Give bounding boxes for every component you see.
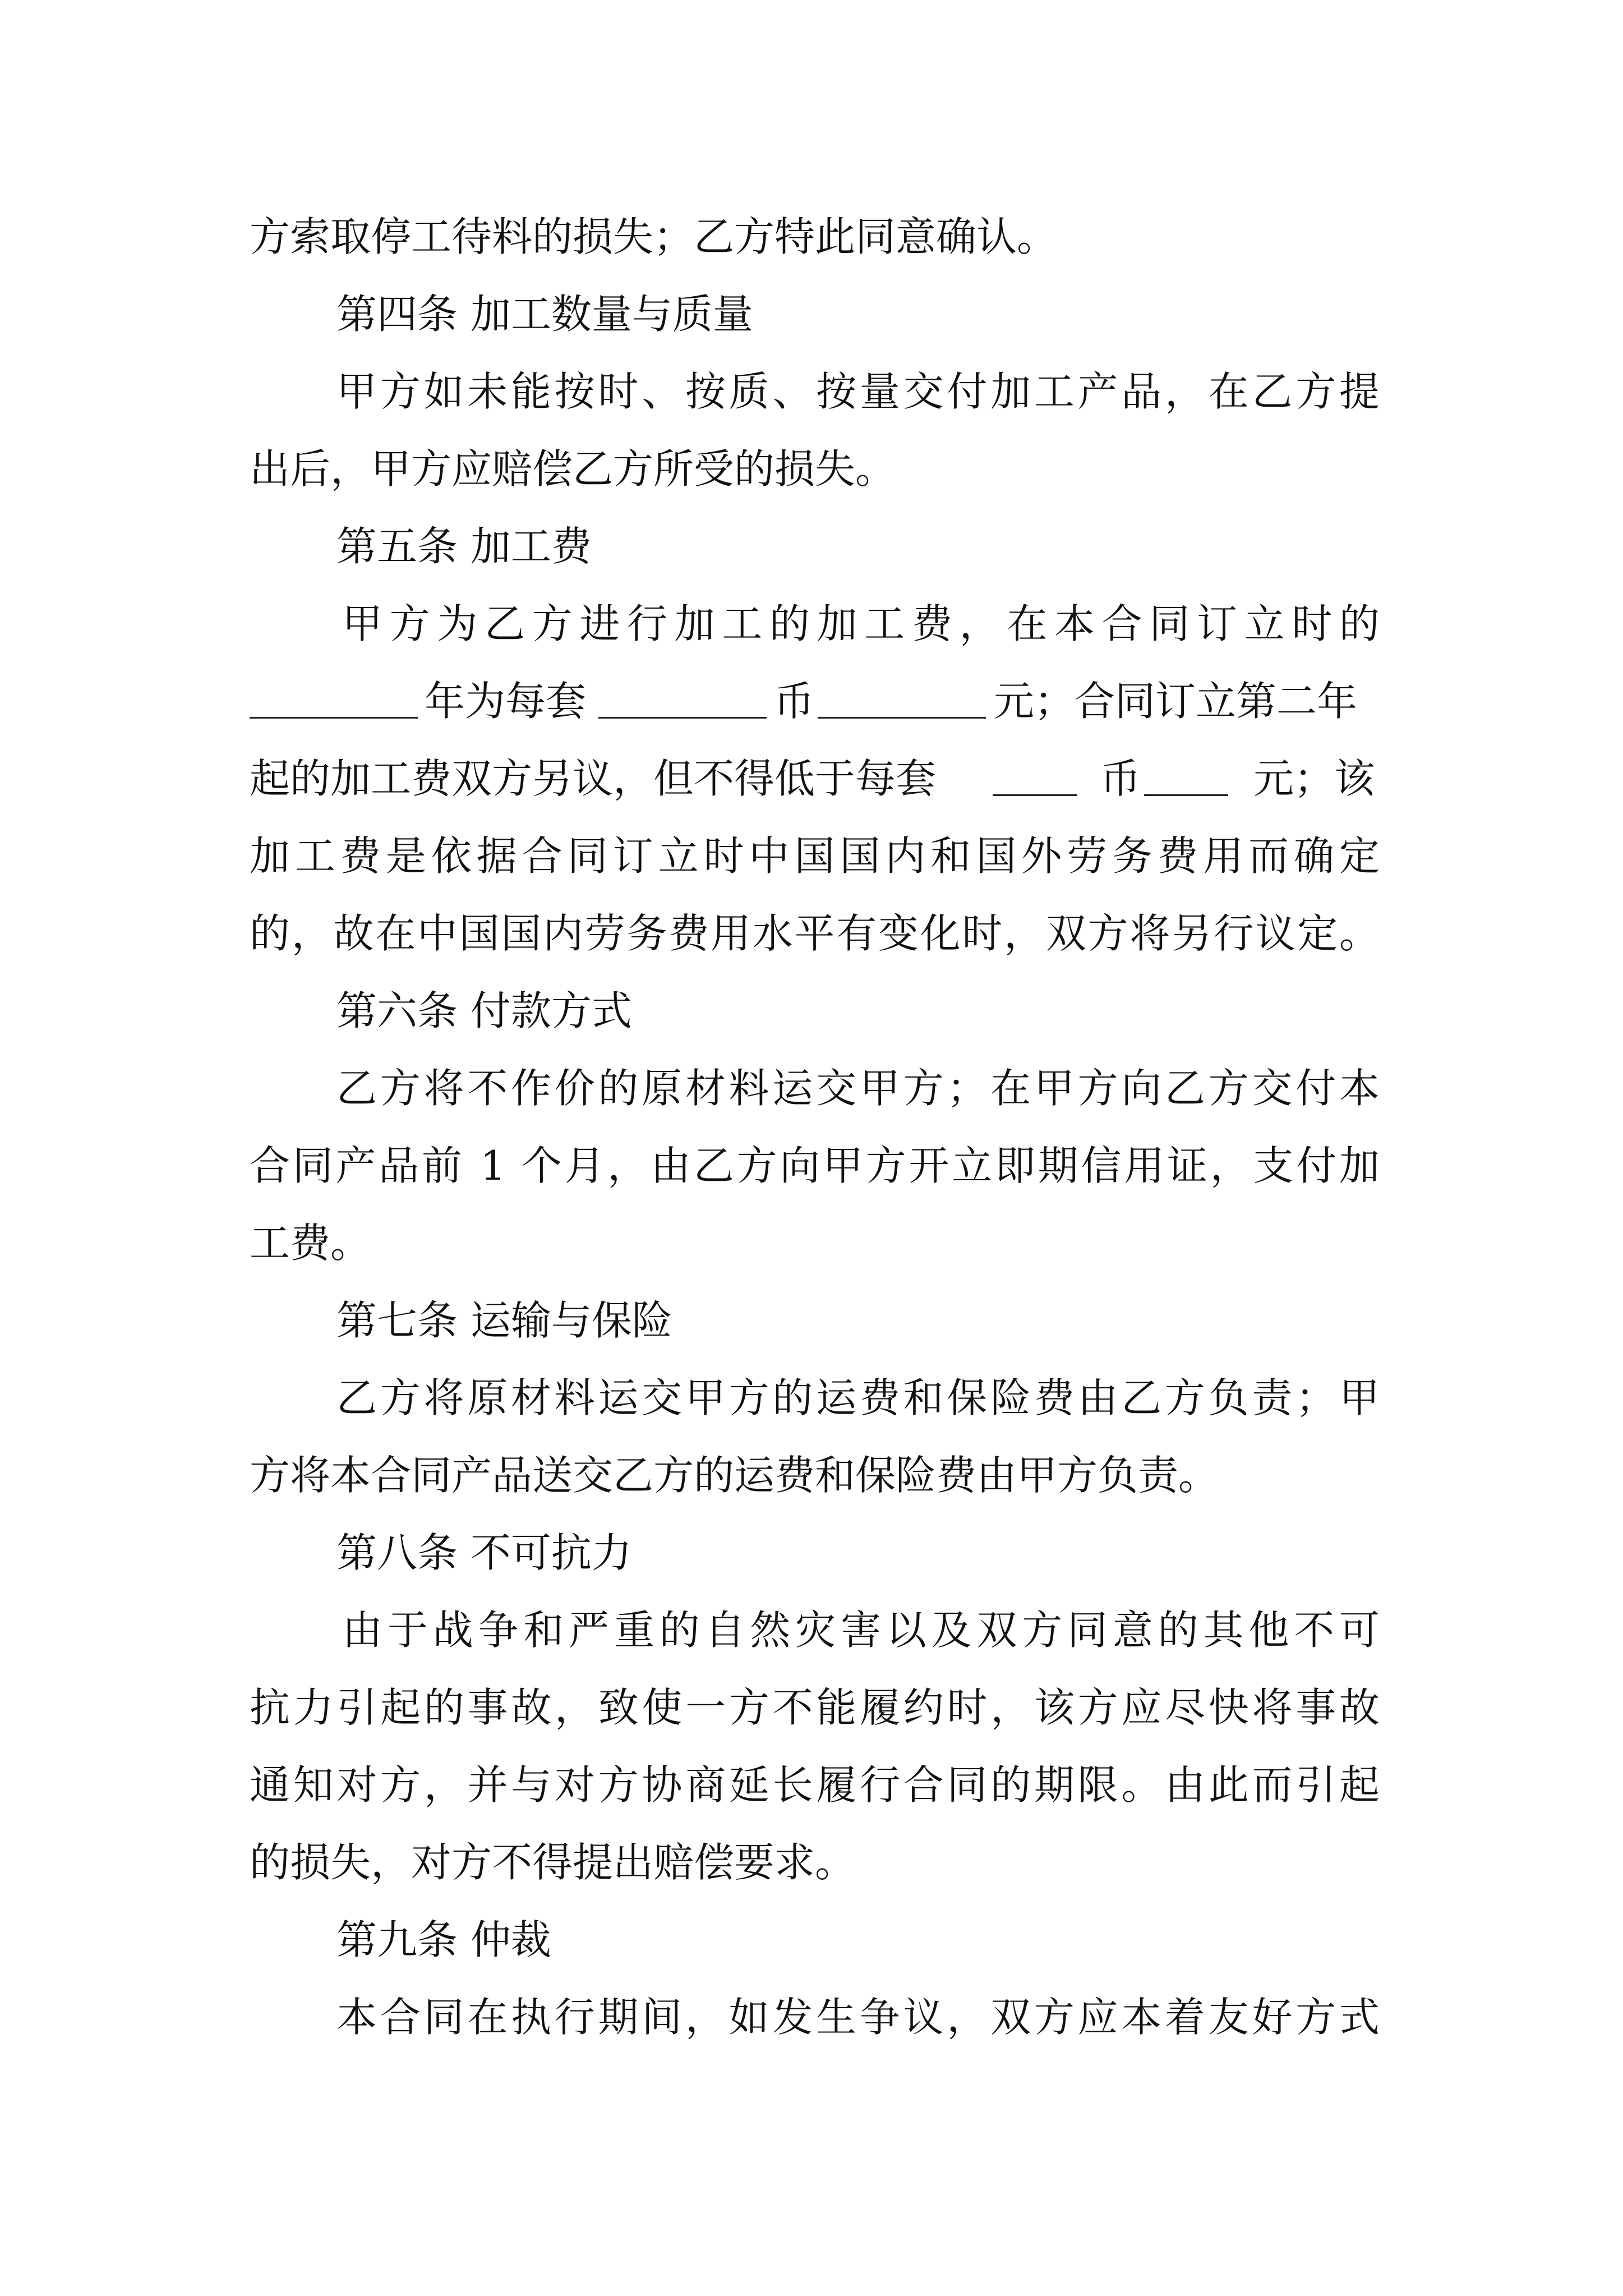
fill-in-blank: [598, 683, 767, 719]
fill-in-blank: [250, 683, 418, 719]
fill-in-blank: [818, 683, 986, 719]
text-segment: 币: [1100, 755, 1141, 802]
text-segment: 元；该: [1253, 755, 1375, 802]
text-line: 乙方将不作价的原材料运交甲方；在甲方向乙方交付本: [336, 1065, 1380, 1112]
text-line: 的损失，对方不得提出赔偿要求。: [250, 1839, 856, 1886]
text-line: 方索取停工待料的损失；乙方特此同意确认。: [250, 213, 1058, 260]
text-line: 工费。: [250, 1220, 371, 1267]
article-heading: 第四条 加工数量与质量: [336, 291, 753, 338]
article-heading: 第五条 加工费: [336, 523, 592, 570]
text-line: 加工费是依据合同订立时中国国内和国外劳务费用而确定: [250, 832, 1380, 880]
text-segment: 年为每套: [425, 678, 587, 725]
article-heading: 第九条 仲裁: [336, 1916, 551, 1963]
fill-in-blank: [993, 761, 1077, 796]
text-line: 本合同在执行期间，如发生争议，双方应本着友好方式: [336, 1994, 1380, 2041]
article-heading: 第八条 不可抗力: [336, 1529, 632, 1576]
text-line: 甲方为乙方进行加工的加工费，在本合同订立时的: [342, 600, 1380, 647]
article-heading: 第七条 运输与保险: [336, 1297, 672, 1344]
fill-in-blank: [1144, 761, 1228, 796]
text-line: 的，故在中国国内劳务费用水平有变化时，双方将另行议定。: [250, 910, 1380, 957]
text-line: 由于战争和严重的自然灾害以及双方同意的其他不可: [342, 1607, 1380, 1654]
text-line: 通知对方，并与对方协商延长履行合同的期限。由此而引起: [250, 1761, 1380, 1809]
text-line: 抗力引起的事故，致使一方不能履约时，该方应尽快将事故: [250, 1684, 1380, 1731]
text-line: 乙方将原材料运交甲方的运费和保险费由乙方负责；甲: [336, 1374, 1380, 1421]
text-segment: 币: [774, 678, 815, 725]
text-line: 合同产品前 1 个月，由乙方向甲方开立即期信用证，支付加: [250, 1142, 1380, 1189]
text-line-with-blanks: [0, 745, 1623, 812]
text-line-with-blanks: [0, 668, 1623, 735]
text-segment: 起的加工费双方另议，但不得低于每套: [250, 755, 937, 802]
text-segment: 元；合同订立第二年: [994, 678, 1358, 725]
article-heading: 第六条 付款方式: [336, 987, 632, 1034]
text-line: 方将本合同产品送交乙方的运费和保险费由甲方负责。: [250, 1452, 1219, 1499]
text-line: 甲方如未能按时、按质、按量交付加工产品，在乙方提: [336, 368, 1380, 415]
text-line: 出后，甲方应赔偿乙方所受的损失。: [250, 445, 896, 493]
